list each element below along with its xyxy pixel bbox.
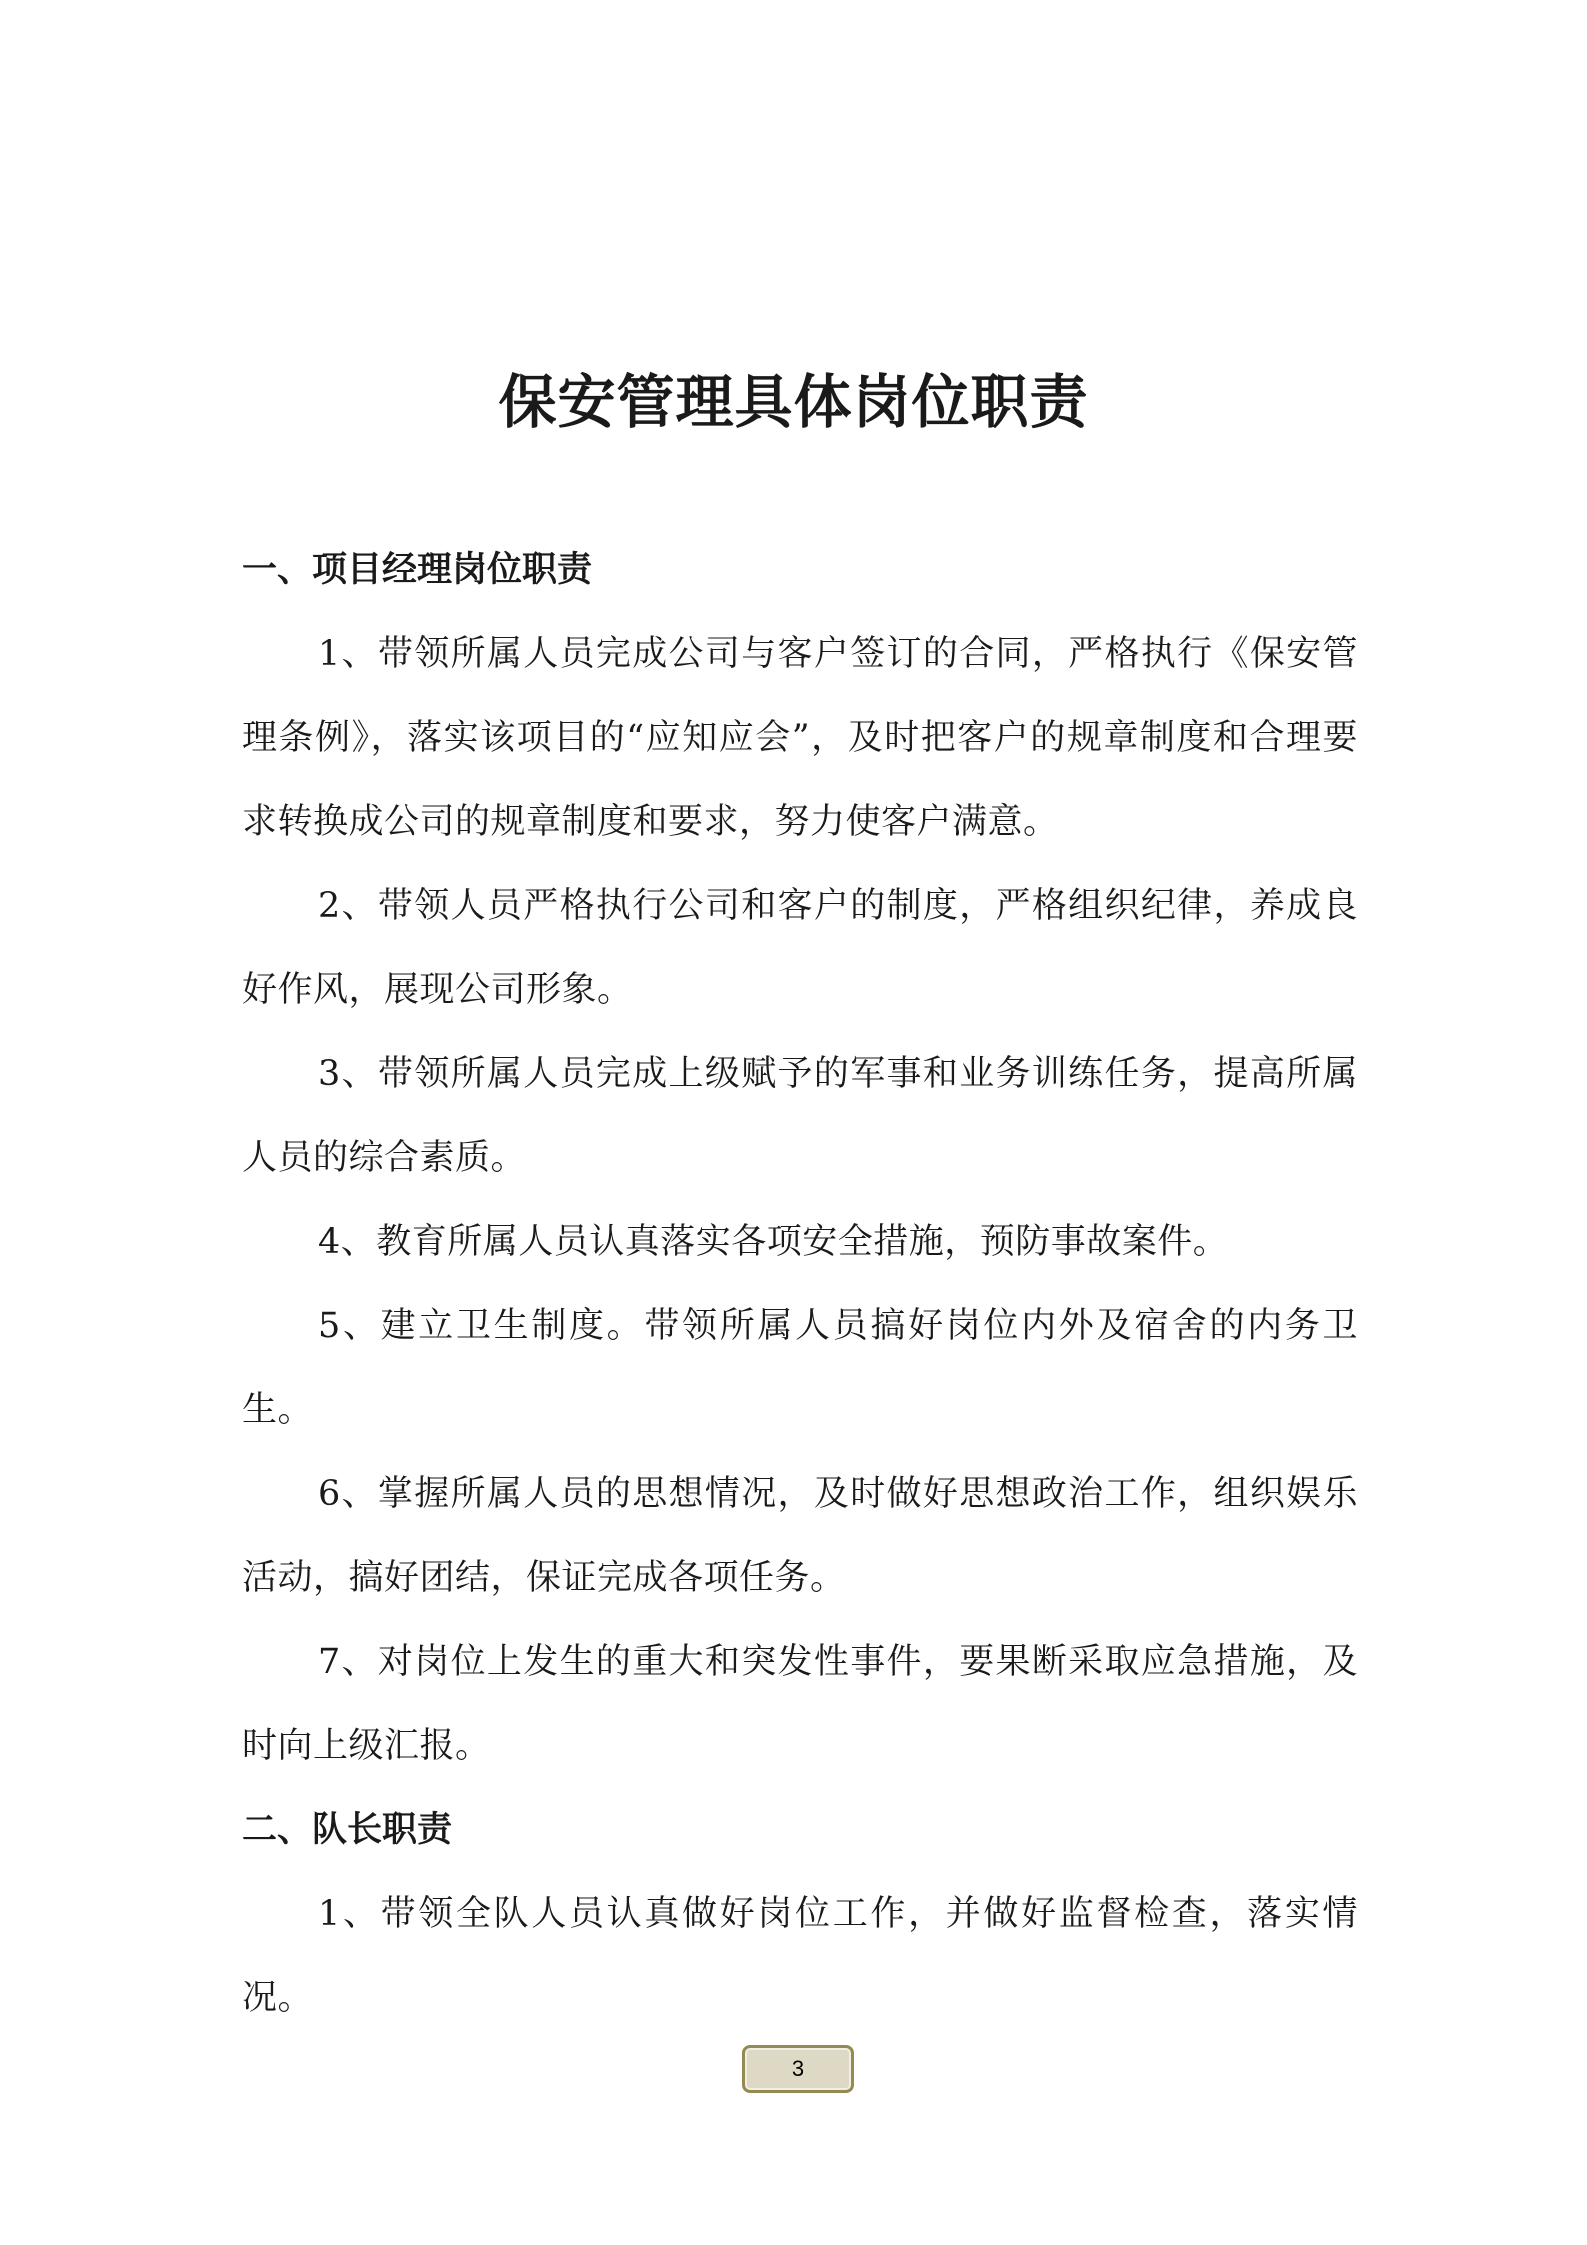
paragraph: 3、带领所属人员完成上级赋予的军事和业务训练任务，提高所属人员的综合素质。 [242,1054,1358,1178]
paragraph: 1、带领所属人员完成公司与客户签订的合同，严格执行《保安管理条例》，落实该项目的“应知应会”，及时把客户的规章制度和合理要求转换成公司的规章制度和要求，努力使客户满意。 [242,634,1358,842]
section-project-manager [242,528,1358,1788]
section-heading: 一、项目经理岗位职责 [242,549,593,590]
page-number-badge: 3 [742,2045,854,2093]
paragraph: 7、对岗位上发生的重大和突发性事件，要果断采取应急措施，及时向上级汇报。 [242,1642,1358,1766]
paragraph: 4、教育所属人员认真落实各项安全措施，预防事故案件。 [318,1222,1229,1262]
document-body [242,528,1358,2040]
document-title: 保安管理具体岗位职责 [498,368,1089,436]
paragraph: 1、带领全队人员认真做好岗位工作，并做好监督检查，落实情况。 [242,1894,1358,2018]
paragraph: 5、建立卫生制度。带领所属人员搞好岗位内外及宿舍的内务卫生。 [242,1306,1358,1430]
paragraph: 2、带领人员严格执行公司和客户的制度，严格组织纪律，养成良好作风，展现公司形象。 [242,886,1358,1010]
section-heading: 二、队长职责 [242,1809,453,1850]
paragraph: 6、掌握所属人员的思想情况，及时做好思想政治工作，组织娱乐活动，搞好团结，保证完成各项任务。 [242,1474,1358,1598]
section-team-leader [242,1788,1358,2040]
